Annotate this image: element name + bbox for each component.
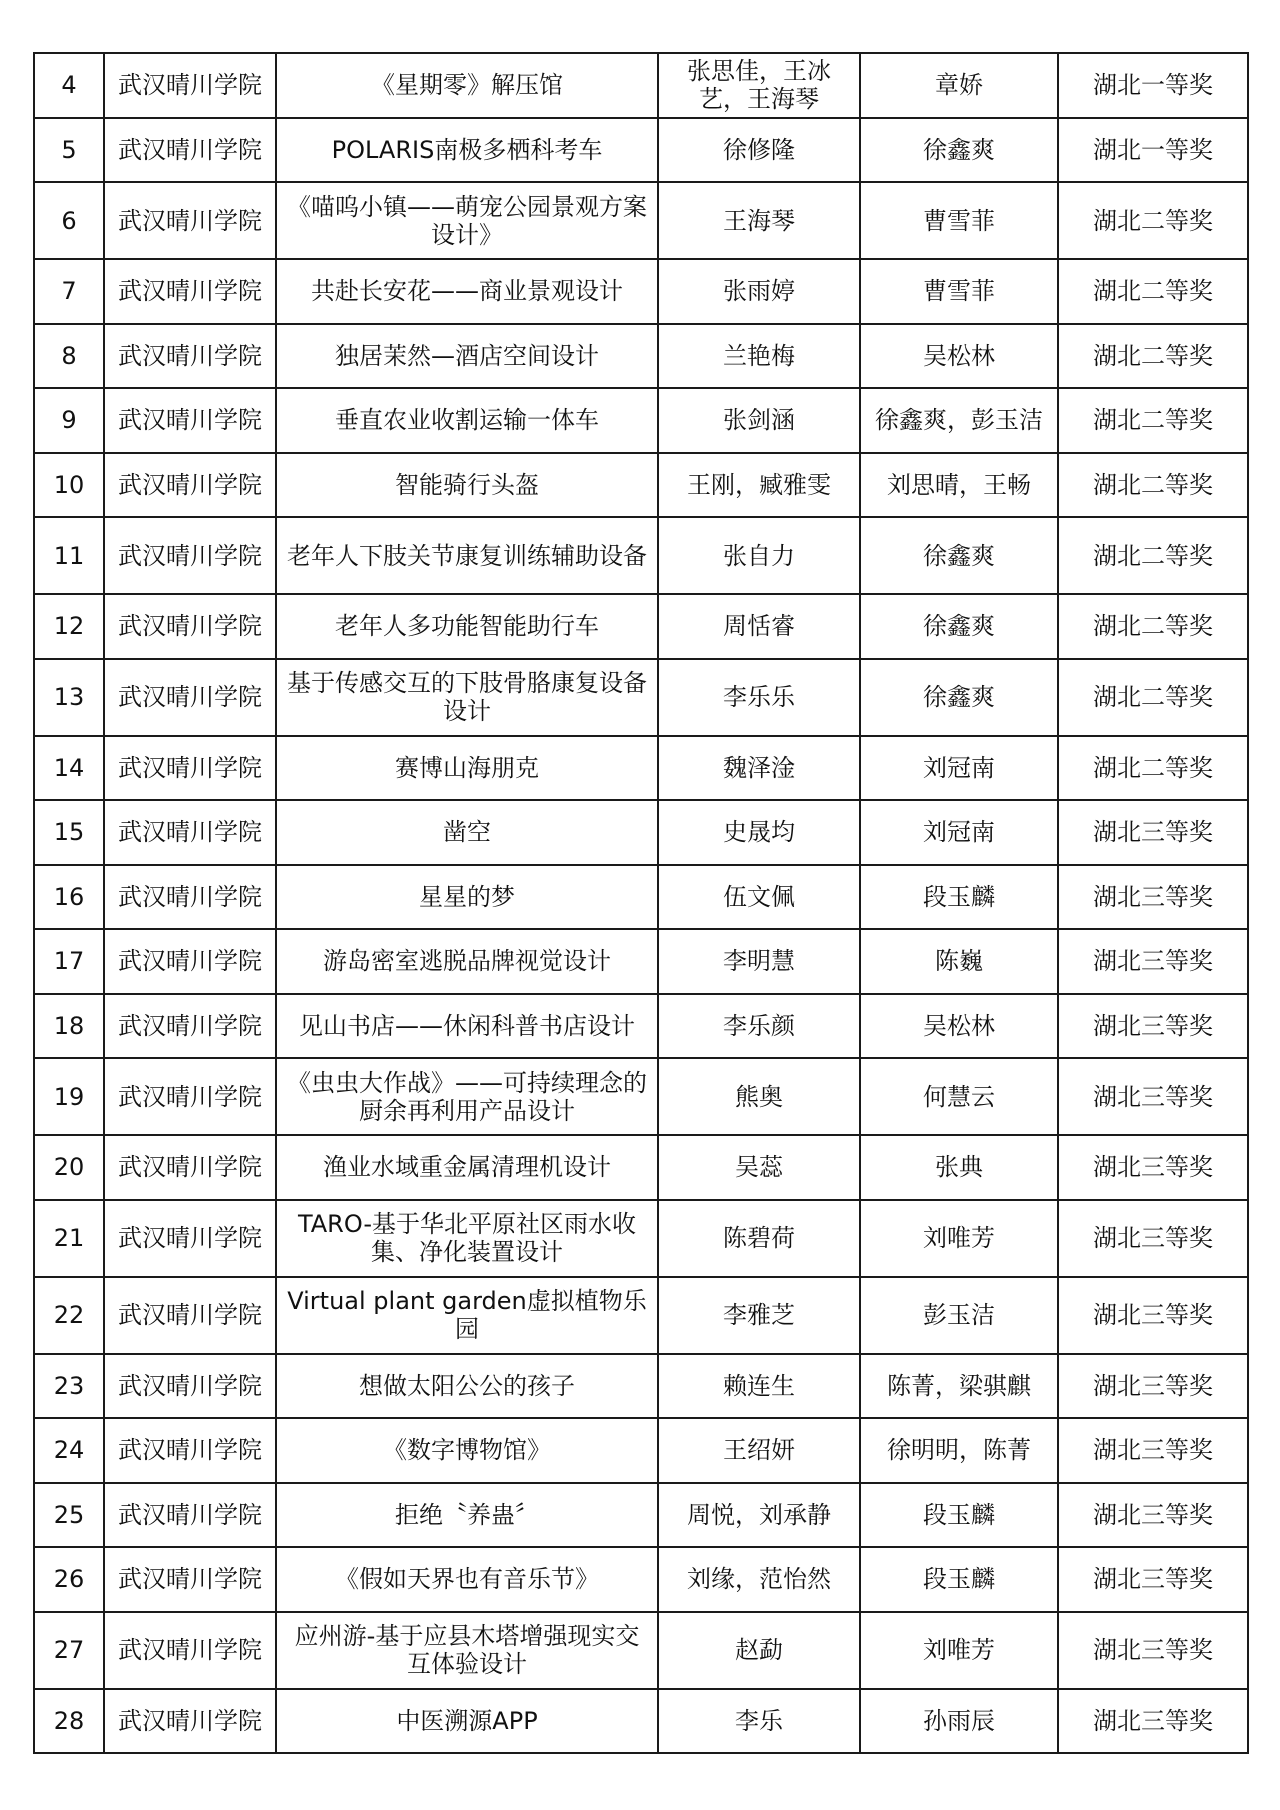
award-level: 湖北二等奖 xyxy=(1058,594,1248,659)
row-number: 17 xyxy=(34,929,104,994)
award-rows xyxy=(34,53,1248,1753)
school-name: 武汉晴川学院 xyxy=(104,1200,276,1277)
work-title: TARO-基于华北平原社区雨水收集、净化装置设计 xyxy=(276,1200,658,1277)
advisor-name: 段玉麟 xyxy=(860,865,1058,930)
author-names: 周恬睿 xyxy=(658,594,860,659)
advisor-name: 徐鑫爽 xyxy=(860,594,1058,659)
work-title: 《假如天界也有音乐节》 xyxy=(276,1547,658,1612)
school-name: 武汉晴川学院 xyxy=(104,53,276,118)
school-name: 武汉晴川学院 xyxy=(104,865,276,930)
author-names: 魏泽淦 xyxy=(658,736,860,801)
table-row xyxy=(34,182,1248,259)
award-level: 湖北二等奖 xyxy=(1058,182,1248,259)
row-number: 28 xyxy=(34,1689,104,1754)
author-names: 王海琴 xyxy=(658,182,860,259)
school-name: 武汉晴川学院 xyxy=(104,324,276,389)
advisor-name: 段玉麟 xyxy=(860,1547,1058,1612)
row-number: 20 xyxy=(34,1135,104,1200)
row-number: 6 xyxy=(34,182,104,259)
school-name: 武汉晴川学院 xyxy=(104,929,276,994)
author-names: 陈碧荷 xyxy=(658,1200,860,1277)
table-row xyxy=(34,594,1248,659)
work-title: 想做太阳公公的孩子 xyxy=(276,1354,658,1419)
row-number: 13 xyxy=(34,659,104,736)
work-title: 见山书店——休闲科普书店设计 xyxy=(276,994,658,1059)
table-row xyxy=(34,1058,1248,1135)
advisor-name: 陈菁，梁骐麒 xyxy=(860,1354,1058,1419)
author-names: 李乐乐 xyxy=(658,659,860,736)
row-number: 26 xyxy=(34,1547,104,1612)
school-name: 武汉晴川学院 xyxy=(104,659,276,736)
author-names: 李乐 xyxy=(658,1689,860,1754)
award-level: 湖北二等奖 xyxy=(1058,453,1248,518)
school-name: 武汉晴川学院 xyxy=(104,1689,276,1754)
author-names: 周悦，刘承静 xyxy=(658,1483,860,1548)
advisor-name: 刘唯芳 xyxy=(860,1612,1058,1689)
advisor-name: 孙雨辰 xyxy=(860,1689,1058,1754)
school-name: 武汉晴川学院 xyxy=(104,259,276,324)
award-level: 湖北三等奖 xyxy=(1058,865,1248,930)
school-name: 武汉晴川学院 xyxy=(104,994,276,1059)
row-number: 22 xyxy=(34,1277,104,1354)
award-level: 湖北二等奖 xyxy=(1058,259,1248,324)
school-name: 武汉晴川学院 xyxy=(104,736,276,801)
table-row xyxy=(34,736,1248,801)
row-number: 7 xyxy=(34,259,104,324)
table-row xyxy=(34,1277,1248,1354)
school-name: 武汉晴川学院 xyxy=(104,1135,276,1200)
table-row xyxy=(34,1354,1248,1419)
advisor-name: 陈巍 xyxy=(860,929,1058,994)
row-number: 18 xyxy=(34,994,104,1059)
school-name: 武汉晴川学院 xyxy=(104,1483,276,1548)
school-name: 武汉晴川学院 xyxy=(104,1547,276,1612)
work-title: POLARIS南极多栖科考车 xyxy=(276,118,658,183)
award-level: 湖北三等奖 xyxy=(1058,1058,1248,1135)
award-level: 湖北三等奖 xyxy=(1058,1418,1248,1483)
work-title: 垂直农业收割运输一体车 xyxy=(276,388,658,453)
table-row xyxy=(34,1135,1248,1200)
table-row xyxy=(34,1689,1248,1754)
row-number: 25 xyxy=(34,1483,104,1548)
author-names: 李雅芝 xyxy=(658,1277,860,1354)
row-number: 24 xyxy=(34,1418,104,1483)
work-title: 拒绝〝养蛊〞 xyxy=(276,1483,658,1548)
table-row xyxy=(34,453,1248,518)
author-names: 熊奥 xyxy=(658,1058,860,1135)
school-name: 武汉晴川学院 xyxy=(104,800,276,865)
author-names: 王刚，臧雅雯 xyxy=(658,453,860,518)
work-title: 《喵呜小镇——萌宠公园景观方案设计》 xyxy=(276,182,658,259)
work-title: 凿空 xyxy=(276,800,658,865)
author-names: 李乐颜 xyxy=(658,994,860,1059)
work-title: 游岛密室逃脱品牌视觉设计 xyxy=(276,929,658,994)
award-level: 湖北二等奖 xyxy=(1058,659,1248,736)
table-row xyxy=(34,1200,1248,1277)
work-title: Virtual plant garden虚拟植物乐园 xyxy=(276,1277,658,1354)
author-names: 张思佳，王冰艺，王海琴 xyxy=(658,53,860,118)
work-title: 星星的梦 xyxy=(276,865,658,930)
school-name: 武汉晴川学院 xyxy=(104,118,276,183)
row-number: 8 xyxy=(34,324,104,389)
school-name: 武汉晴川学院 xyxy=(104,594,276,659)
advisor-name: 段玉麟 xyxy=(860,1483,1058,1548)
author-names: 张自力 xyxy=(658,517,860,594)
school-name: 武汉晴川学院 xyxy=(104,1418,276,1483)
author-names: 赵勐 xyxy=(658,1612,860,1689)
award-level: 湖北一等奖 xyxy=(1058,118,1248,183)
advisor-name: 徐鑫爽，彭玉洁 xyxy=(860,388,1058,453)
advisor-name: 刘冠南 xyxy=(860,736,1058,801)
work-title: 赛博山海朋克 xyxy=(276,736,658,801)
author-names: 张剑涵 xyxy=(658,388,860,453)
work-title: 老年人下肢关节康复训练辅助设备 xyxy=(276,517,658,594)
award-level: 湖北一等奖 xyxy=(1058,53,1248,118)
award-level: 湖北三等奖 xyxy=(1058,1135,1248,1200)
advisor-name: 刘思晴，王畅 xyxy=(860,453,1058,518)
table-row xyxy=(34,118,1248,183)
work-title: 独居茉然—酒店空间设计 xyxy=(276,324,658,389)
advisor-name: 吴松林 xyxy=(860,324,1058,389)
advisor-name: 章娇 xyxy=(860,53,1058,118)
table-row xyxy=(34,865,1248,930)
award-level: 湖北二等奖 xyxy=(1058,324,1248,389)
author-names: 赖连生 xyxy=(658,1354,860,1419)
row-number: 15 xyxy=(34,800,104,865)
work-title: 应州游-基于应县木塔增强现实交互体验设计 xyxy=(276,1612,658,1689)
advisor-name: 徐鑫爽 xyxy=(860,118,1058,183)
work-title: 《虫虫大作战》——可持续理念的厨余再利用产品设计 xyxy=(276,1058,658,1135)
table-row xyxy=(34,929,1248,994)
award-level: 湖北三等奖 xyxy=(1058,1200,1248,1277)
award-level: 湖北三等奖 xyxy=(1058,1483,1248,1548)
work-title: 《数字博物馆》 xyxy=(276,1418,658,1483)
advisor-name: 吴松林 xyxy=(860,994,1058,1059)
advisor-name: 徐鑫爽 xyxy=(860,659,1058,736)
row-number: 5 xyxy=(34,118,104,183)
award-level: 湖北二等奖 xyxy=(1058,736,1248,801)
table-row xyxy=(34,1547,1248,1612)
table-row xyxy=(34,800,1248,865)
author-names: 张雨婷 xyxy=(658,259,860,324)
work-title: 基于传感交互的下肢骨胳康复设备设计 xyxy=(276,659,658,736)
row-number: 14 xyxy=(34,736,104,801)
school-name: 武汉晴川学院 xyxy=(104,1277,276,1354)
table-row xyxy=(34,517,1248,594)
work-title: 共赴长安花——商业景观设计 xyxy=(276,259,658,324)
row-number: 9 xyxy=(34,388,104,453)
work-title: 《星期零》解压馆 xyxy=(276,53,658,118)
school-name: 武汉晴川学院 xyxy=(104,182,276,259)
work-title: 渔业水域重金属清理机设计 xyxy=(276,1135,658,1200)
school-name: 武汉晴川学院 xyxy=(104,453,276,518)
school-name: 武汉晴川学院 xyxy=(104,1354,276,1419)
row-number: 21 xyxy=(34,1200,104,1277)
advisor-name: 张典 xyxy=(860,1135,1058,1200)
row-number: 11 xyxy=(34,517,104,594)
author-names: 吴蕊 xyxy=(658,1135,860,1200)
advisor-name: 徐明明，陈菁 xyxy=(860,1418,1058,1483)
school-name: 武汉晴川学院 xyxy=(104,517,276,594)
row-number: 12 xyxy=(34,594,104,659)
school-name: 武汉晴川学院 xyxy=(104,1612,276,1689)
author-names: 王绍妍 xyxy=(658,1418,860,1483)
table-row xyxy=(34,259,1248,324)
advisor-name: 何慧云 xyxy=(860,1058,1058,1135)
award-level: 湖北三等奖 xyxy=(1058,929,1248,994)
award-level: 湖北三等奖 xyxy=(1058,1277,1248,1354)
school-name: 武汉晴川学院 xyxy=(104,1058,276,1135)
work-title: 中医溯源APP xyxy=(276,1689,658,1754)
row-number: 23 xyxy=(34,1354,104,1419)
row-number: 19 xyxy=(34,1058,104,1135)
award-level: 湖北三等奖 xyxy=(1058,1547,1248,1612)
row-number: 27 xyxy=(34,1612,104,1689)
row-number: 10 xyxy=(34,453,104,518)
school-name: 武汉晴川学院 xyxy=(104,388,276,453)
work-title: 老年人多功能智能助行车 xyxy=(276,594,658,659)
row-number: 16 xyxy=(34,865,104,930)
advisor-name: 曹雪菲 xyxy=(860,182,1058,259)
table-row xyxy=(34,388,1248,453)
advisor-name: 彭玉洁 xyxy=(860,1277,1058,1354)
award-level: 湖北三等奖 xyxy=(1058,800,1248,865)
work-title: 智能骑行头盔 xyxy=(276,453,658,518)
award-table xyxy=(33,52,1249,1754)
award-level: 湖北二等奖 xyxy=(1058,388,1248,453)
table-row xyxy=(34,53,1248,118)
advisor-name: 曹雪菲 xyxy=(860,259,1058,324)
award-level: 湖北三等奖 xyxy=(1058,994,1248,1059)
table-row xyxy=(34,659,1248,736)
advisor-name: 徐鑫爽 xyxy=(860,517,1058,594)
row-number: 4 xyxy=(34,53,104,118)
table-row xyxy=(34,994,1248,1059)
author-names: 李明慧 xyxy=(658,929,860,994)
author-names: 徐修隆 xyxy=(658,118,860,183)
advisor-name: 刘唯芳 xyxy=(860,1200,1058,1277)
author-names: 史晟均 xyxy=(658,800,860,865)
award-level: 湖北三等奖 xyxy=(1058,1689,1248,1754)
table-row xyxy=(34,1483,1248,1548)
table-row xyxy=(34,1612,1248,1689)
author-names: 刘缘，范怡然 xyxy=(658,1547,860,1612)
table-row xyxy=(34,324,1248,389)
table-row xyxy=(34,1418,1248,1483)
award-level: 湖北三等奖 xyxy=(1058,1612,1248,1689)
award-level: 湖北二等奖 xyxy=(1058,517,1248,594)
advisor-name: 刘冠南 xyxy=(860,800,1058,865)
author-names: 兰艳梅 xyxy=(658,324,860,389)
author-names: 伍文佩 xyxy=(658,865,860,930)
award-level: 湖北三等奖 xyxy=(1058,1354,1248,1419)
